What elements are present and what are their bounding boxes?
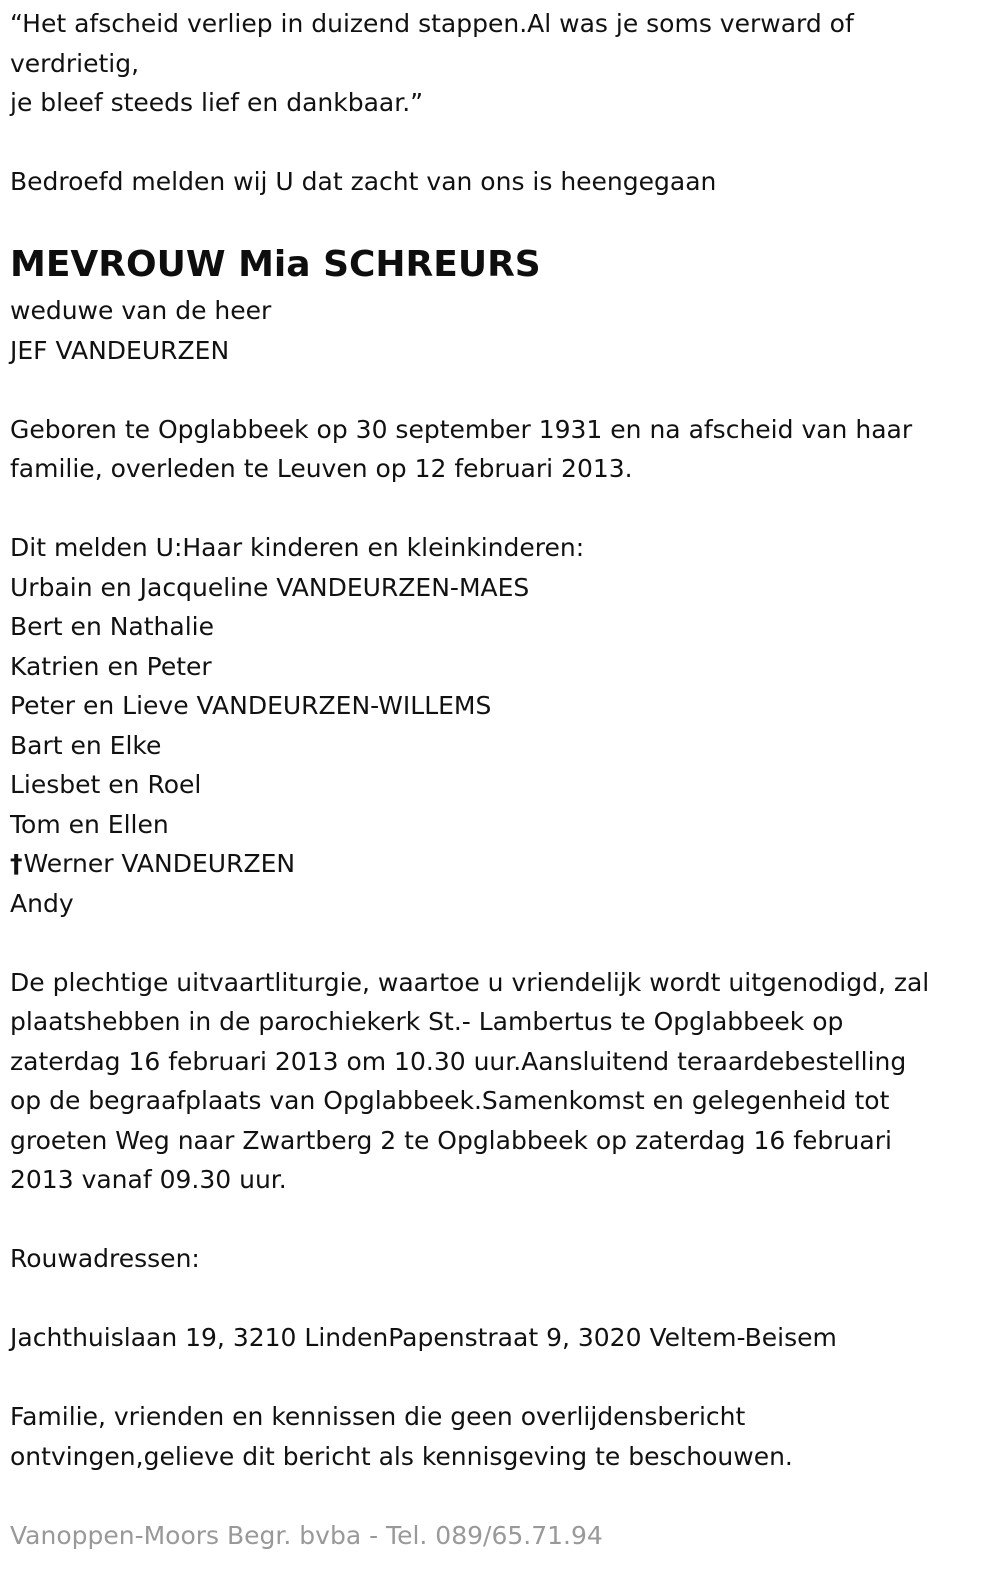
spacer [10, 489, 990, 529]
family-member: Bert en Nathalie [10, 612, 214, 641]
announcement-text: Bedroefd melden wij U dat zacht van ons is heengegaan [10, 167, 717, 196]
family-member: Peter en Lieve VANDEURZEN-WILLEMS [10, 691, 492, 720]
closing-line-1: Familie, vrienden en kennissen die geen overlijdensbericht [10, 1402, 746, 1431]
widow-of-text: weduwe van de heer [10, 296, 272, 325]
spacer [10, 202, 990, 242]
family-member: Urbain en Jacqueline VANDEURZEN-MAES [10, 572, 530, 602]
birth-death-line-1: Geboren te Opglabbeek op 30 september 1931 en na afscheid van haar [10, 414, 913, 444]
addresses-text: Jachthuislaan 19, 3210 LindenPapenstraat 9, 3020 Veltem-Beisem [10, 1323, 837, 1352]
spacer [10, 1200, 990, 1240]
quote-line-3: je bleef steeds lief en dankbaar.” [10, 88, 424, 117]
family-member-deceased [10, 844, 990, 884]
family-member: Liesbet en Roel [10, 770, 202, 799]
spacer [10, 123, 990, 163]
spouse-name: JEF VANDEURZEN [10, 335, 230, 365]
spacer [10, 1476, 990, 1516]
closing-line-2: ontvingen,gelieve dit bericht als kennisgeving te beschouwen. [10, 1441, 793, 1471]
birth-death-line-2: familie, overleden te Leuven op 12 februari 2013. [10, 454, 633, 483]
obituary-notice [10, 4, 990, 1555]
funeral-block [10, 963, 990, 1200]
closing-block [10, 1397, 990, 1476]
quote-line-2: verdrietig, [10, 48, 140, 78]
deceased-block [10, 241, 990, 370]
spacer [10, 923, 990, 963]
spacer [10, 370, 990, 410]
family-member: Katrien en Peter [10, 651, 212, 681]
funeral-line-4: op de begraafplaats van Opglabbeek.Samenkomst en gelegenheid tot [10, 1086, 890, 1115]
funeral-line-2: plaatshebben in de parochiekerk St.- Lambertus te Opglabbeek op [10, 1007, 844, 1036]
spacer [10, 1358, 990, 1398]
funeral-home-footer: Vanoppen-Moors Begr. bvba - Tel. 089/65.71.94 [10, 1520, 603, 1550]
family-member: Bart en Elke [10, 730, 162, 760]
funeral-line-1: De plechtige uitvaartliturgie, waartoe u vriendelijk wordt uitgenodigd, zal [10, 967, 930, 997]
deceased-member-name: Werner VANDEURZEN [23, 849, 296, 878]
cross-icon: † [10, 849, 23, 878]
family-block [10, 528, 990, 923]
family-member: Tom en Ellen [10, 809, 169, 839]
spacer [10, 1279, 990, 1319]
deceased-name: MEVROUW Mia SCHREURS [10, 244, 541, 285]
family-member: Andy [10, 888, 74, 918]
funeral-line-5: groeten Weg naar Zwartberg 2 te Opglabbeek op zaterdag 16 februari [10, 1125, 892, 1155]
funeral-line-6: 2013 vanaf 09.30 uur. [10, 1165, 287, 1194]
quote-line-1: “Het afscheid verliep in duizend stappen.Al was je soms verward of [10, 9, 854, 38]
funeral-line-3: zaterdag 16 februari 2013 om 10.30 uur.Aansluitend teraardebestelling [10, 1046, 907, 1076]
addresses-label: Rouwadressen: [10, 1244, 200, 1273]
family-intro: Dit melden U:Haar kinderen en kleinkinderen: [10, 533, 585, 562]
quote-block [10, 4, 990, 123]
birth-death-block [10, 410, 990, 489]
